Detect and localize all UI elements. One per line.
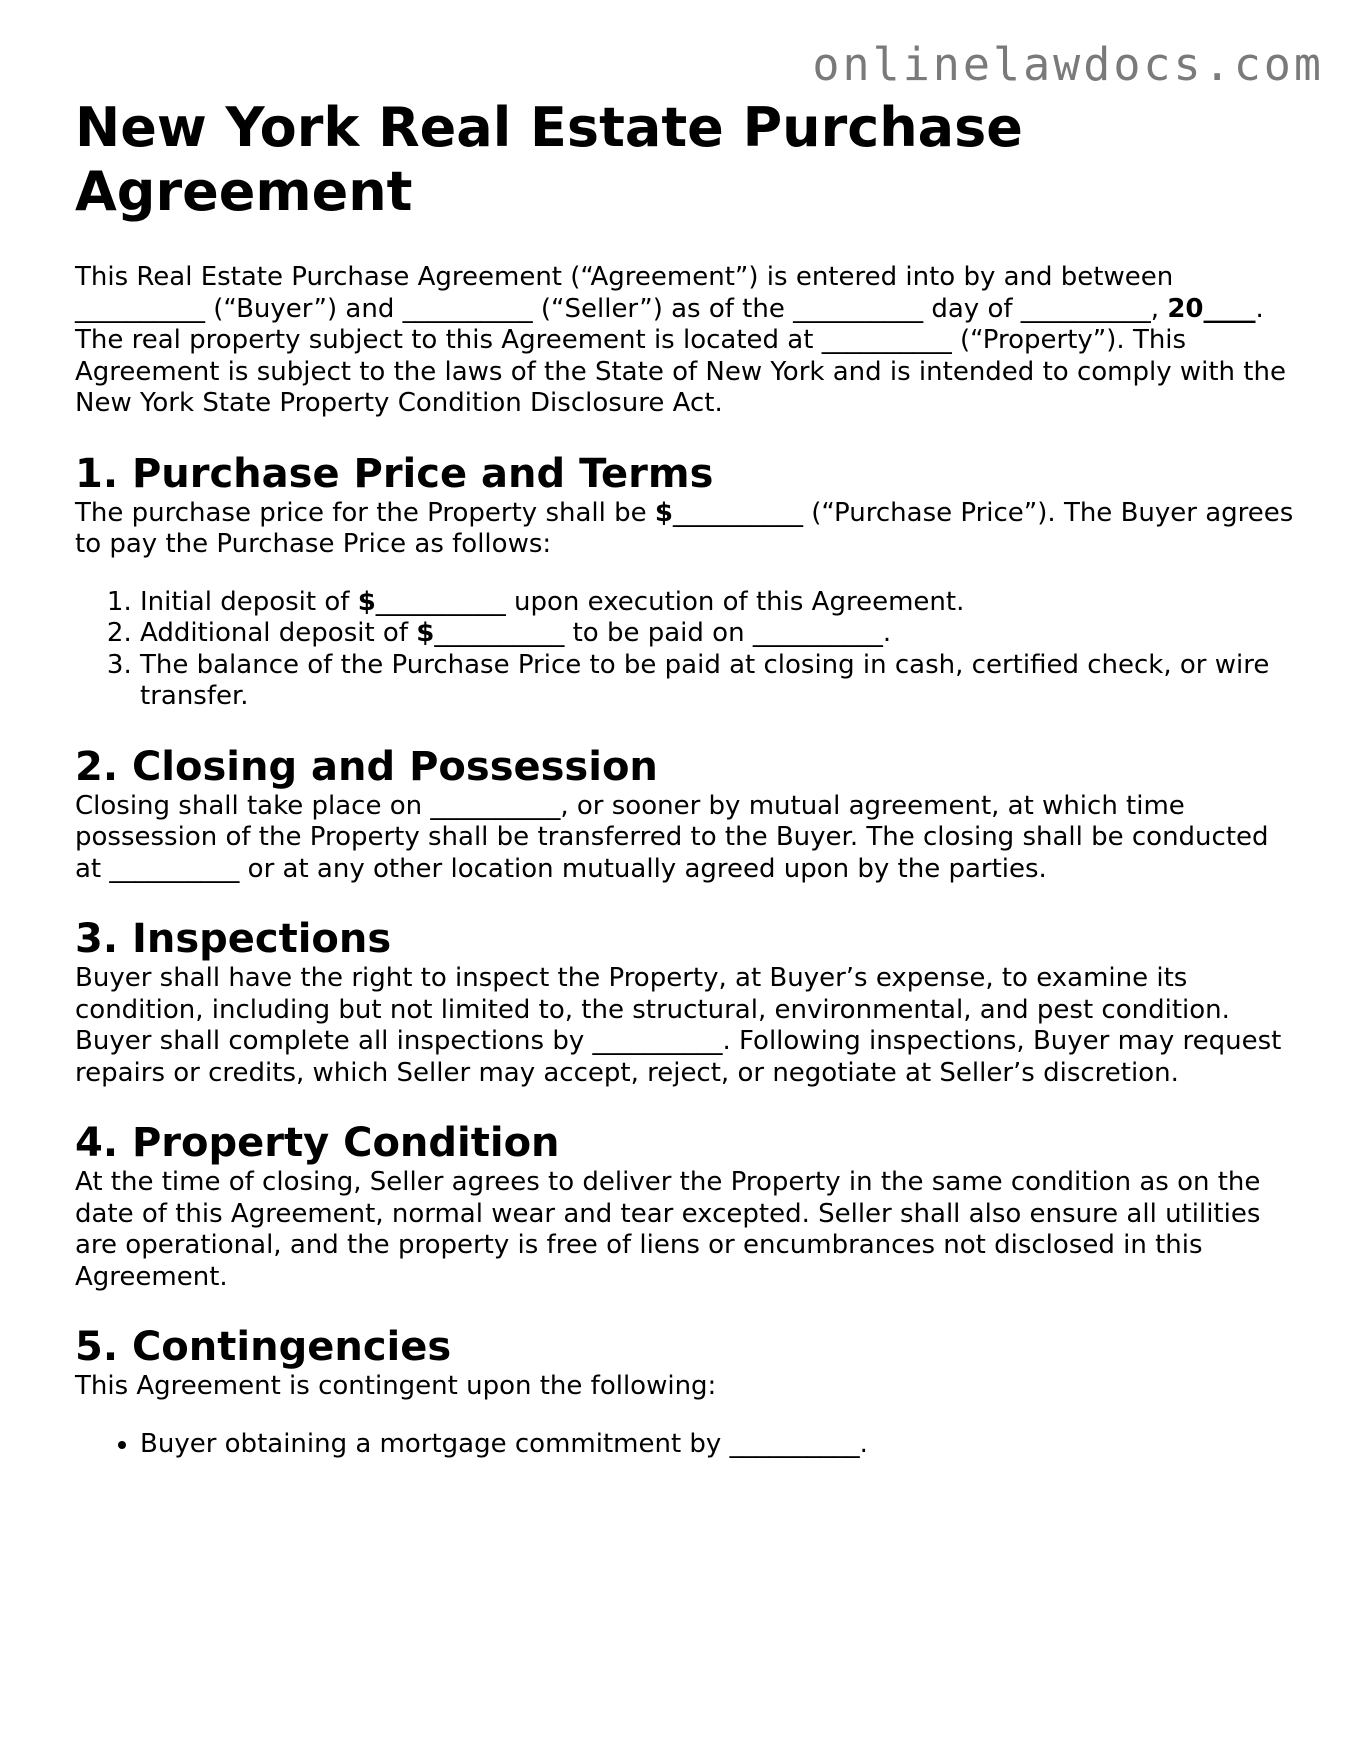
item-2-text-a: Additional deposit of xyxy=(140,618,417,648)
document-title: New York Real Estate Purchase Agreement xyxy=(75,96,1023,223)
section-1-heading: 1. Purchase Price and Terms xyxy=(75,450,714,497)
list-item xyxy=(140,650,1295,713)
section-5-heading: 5. Contingencies xyxy=(75,1324,452,1370)
intro-text-2: . The real property subject to this Agreement is located at __________ (“Property”). This Agreement is subject to the laws of the State of New York and is intended to comply with the New York State Property Condition Disclosure Act. xyxy=(75,293,1286,418)
s1-dollar: $ xyxy=(654,497,673,528)
item-1-dollar: $ xyxy=(357,586,376,617)
contingency-list xyxy=(75,1429,1295,1461)
item-1-text-a: Initial deposit of xyxy=(140,586,358,617)
list-item: • Buyer obtaining a mortgage commitment by __________. xyxy=(140,1429,1295,1461)
section-3-paragraph: Buyer shall have the right to inspect the Property, at Buyer’s expense, to examine its condition, including but not limited to, the structural, environmental, and pest condition. Buyer shall complete all inspections by __________. Following inspections, Buyer may request repairs or credits, which Seller may accept, reject, or negotiate at Seller’s discretion. xyxy=(75,963,1282,1088)
section-2-heading: 2. Closing and Possession xyxy=(75,743,658,790)
payment-list xyxy=(75,587,1295,713)
section-1-paragraph xyxy=(75,498,1295,561)
list-item xyxy=(140,587,1295,619)
intro-text-1: This Real Estate Purchase Agreement (“Agreement”) is entered into by and between __________ (“Buyer”) and __________ (“Seller”) as of the __________ day of __________, xyxy=(75,262,1174,324)
section-3-heading: 3. Inspections xyxy=(75,916,392,962)
item-1-text-c: __________ upon execution of this Agreement. xyxy=(375,586,965,617)
s1-text-a: The purchase price for the Property shall be xyxy=(75,497,655,528)
section-2-paragraph: Closing shall take place on __________, or sooner by mutual agreement, at which time possession of the Property shall be transferred to the Buyer. The closing shall be conducted at __________ or at any other location mutually agreed upon by the parties. xyxy=(75,790,1269,884)
intro-paragraph xyxy=(75,262,1295,420)
section-5-paragraph: This Agreement is contingent upon the following: xyxy=(75,1371,717,1401)
list-item xyxy=(140,618,1295,650)
section-4-paragraph: At the time of closing, Seller agrees to deliver the Property in the same condition as on the date of this Agreement, normal wear and tear excepted. Seller shall also ensure all utilities are operational, and the property is free of liens or encumbrances not disclosed in this Agreement. xyxy=(75,1167,1261,1292)
item-2-text-c: __________ to be paid on __________. xyxy=(434,618,892,648)
item-2-dollar: $ xyxy=(416,618,435,648)
watermark: onlinelawdocs.com xyxy=(812,38,1324,91)
intro-year: 20____ xyxy=(1167,293,1256,324)
item-3-text: The balance of the Purchase Price to be paid at closing in cash, certified check, or wire transfer. xyxy=(140,649,1270,711)
section-4-heading: 4. Property Condition xyxy=(75,1120,560,1166)
document-page xyxy=(75,96,1295,1460)
s1-text-c: __________ (“Purchase Price”). The Buyer agrees to pay the Purchase Price as follows: xyxy=(75,497,1294,559)
